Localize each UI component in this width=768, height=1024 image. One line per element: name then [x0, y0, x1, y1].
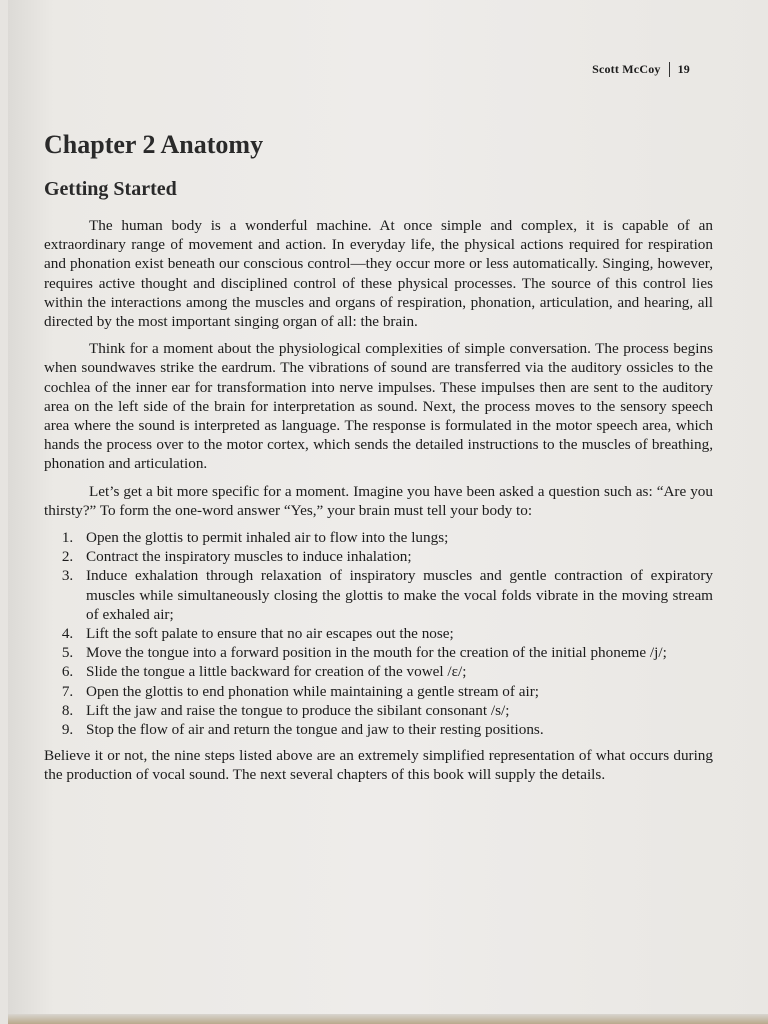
- book-page: [8, 0, 768, 1024]
- list-item: 6. Slide the tongue a little backward for creation of the vowel /ɛ/;: [77, 662, 713, 681]
- list-item: 1. Open the glottis to permit inhaled air to flow into the lungs;: [77, 528, 713, 547]
- paragraph-closing: Believe it or not, the nine steps listed above are an extremely simplified representation of what occurs during the production of vocal sound. The next several chapters of this book will supply the details.: [44, 747, 713, 784]
- header-divider: [669, 62, 670, 77]
- body-text: [44, 216, 713, 793]
- running-header: [592, 62, 690, 77]
- list-item: 2. Contract the inspiratory muscles to induce inhalation;: [77, 547, 713, 566]
- list-item: 4. Lift the soft palate to ensure that no air escapes out the nose;: [77, 624, 713, 643]
- chapter-title: Chapter 2 Anatomy: [44, 130, 264, 159]
- header-author: Scott McCoy: [592, 62, 661, 76]
- page-bottom-edge: [8, 1014, 768, 1024]
- steps-list: [44, 528, 713, 739]
- list-item: 8. Lift the jaw and raise the tongue to produce the sibilant consonant /s/;: [77, 701, 713, 720]
- list-item: 9. Stop the flow of air and return the tongue and jaw to their resting positions.: [77, 720, 713, 739]
- list-item: 7. Open the glottis to end phonation while maintaining a gentle stream of air;: [77, 682, 713, 701]
- paragraph-conversation: Think for a moment about the physiological complexities of simple conversation. The process begins when soundwaves strike the eardrum. The vibrations of sound are transferred via the auditory ossicles to the cochlea of the inner ear for transformation into nerve impulses. These impulses then are sent to the auditory area on the left side of the brain for interpretation as sound. Next, the process moves to the sensory speech area where the sound is interpreted as language. The response is formulated in the motor speech area, which hands the process over to the motor cortex, which sends the detailed instructions to the muscles of breathing, phonation and articulation.: [44, 340, 713, 473]
- paragraph-specific: Let’s get a bit more specific for a moment. Imagine you have been asked a question such as: “Are you thirsty?” To form the one-word answer “Yes,” your brain must tell your body to:: [44, 482, 713, 519]
- list-item: 5. Move the tongue into a forward position in the mouth for the creation of the initial phoneme /j/;: [77, 643, 713, 662]
- section-title: Getting Started: [44, 178, 177, 200]
- header-page-number: 19: [677, 62, 690, 76]
- list-item: 3. Induce exhalation through relaxation of inspiratory muscles and gentle contraction of expiratory muscles while simultaneously closing the glottis to make the vocal folds vibrate in the moving stream of exhaled air;: [77, 566, 713, 624]
- paragraph-intro: The human body is a wonderful machine. At once simple and complex, it is capable of an extraordinary range of movement and action. In everyday life, the physical actions required for respiration and phonation exist beneath our conscious control—they occur more or less automatically. Singing, however, requires active thought and disciplined control of these physical processes. The source of this control lies within the interactions among the muscles and organs of respiration, phonation, articulation, and hearing, all directed by the most important singing organ of all: the brain.: [44, 217, 713, 331]
